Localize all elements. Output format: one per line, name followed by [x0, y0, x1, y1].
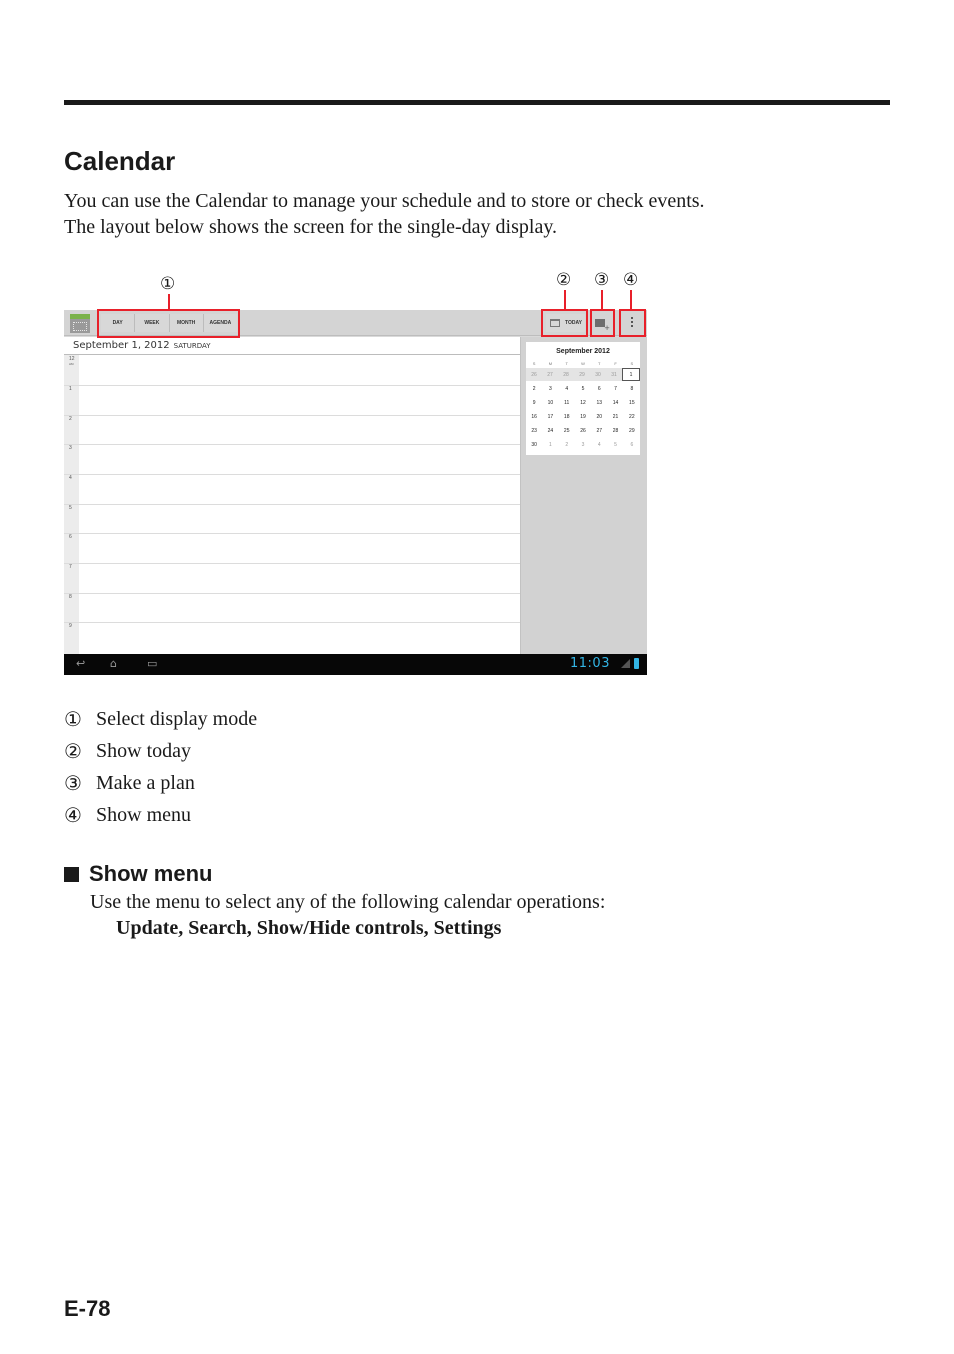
hour-label-12-text: 12: [69, 356, 75, 362]
calendar-day[interactable]: 5: [581, 385, 585, 392]
calendar-day[interactable]: 4: [597, 441, 601, 448]
legend-number: ④: [64, 803, 82, 827]
top-rule: [64, 100, 890, 105]
calendar-day[interactable]: 17: [547, 413, 554, 420]
hour-label-2: 2: [69, 416, 72, 422]
weekday-label: S: [532, 361, 536, 366]
legend-number: ②: [64, 739, 82, 763]
callout-1: ①: [160, 274, 176, 294]
hour-label-1: 1: [69, 386, 72, 392]
hour-label-6: 6: [69, 534, 72, 540]
hour-row[interactable]: [64, 385, 520, 386]
weekday-label: S: [630, 361, 634, 366]
weekday-label: F: [614, 361, 617, 366]
intro-paragraph: [64, 188, 705, 240]
calendar-day[interactable]: 9: [532, 399, 536, 406]
calendar-day[interactable]: 7: [614, 385, 617, 392]
calendar-day[interactable]: 26: [580, 427, 586, 434]
calendar-app-icon: [70, 314, 90, 333]
page-number: E-78: [64, 1296, 111, 1321]
today-label: TODAY: [565, 320, 582, 326]
highlight-display-mode: [97, 309, 240, 338]
status-clock: 11:03: [570, 656, 610, 671]
mini-calendar-weekdays: [526, 361, 640, 366]
hour-row[interactable]: [64, 444, 520, 445]
show-menu-description: Use the menu to select any of the following calendar operations:: [90, 891, 606, 913]
calendar-day[interactable]: 6: [597, 385, 601, 392]
intro-line-2: The layout below shows the screen for the single-day display.: [64, 216, 558, 238]
calendar-day[interactable]: 5: [614, 441, 617, 448]
calendar-day[interactable]: 23: [531, 427, 537, 434]
calendar-day[interactable]: 27: [547, 371, 553, 378]
calendar-day[interactable]: 1: [549, 441, 552, 448]
callout-4-leader: [630, 290, 632, 309]
calendar-day[interactable]: 14: [612, 399, 619, 406]
callout-4: ④: [623, 270, 639, 290]
legend-item: [64, 708, 257, 730]
calendar-day[interactable]: 28: [612, 427, 619, 434]
weekday-label: T: [565, 361, 568, 366]
calendar-day[interactable]: 4: [565, 385, 569, 392]
calendar-day[interactable]: 3: [549, 385, 552, 392]
calendar-day[interactable]: 13: [596, 399, 603, 406]
date-title: [73, 340, 211, 351]
calendar-day[interactable]: 20: [596, 413, 603, 420]
calendar-day[interactable]: 10: [547, 399, 554, 406]
calendar-day[interactable]: 29: [629, 427, 635, 434]
callout-1-leader: [168, 294, 170, 309]
show-menu-heading: [64, 861, 212, 887]
hour-row[interactable]: [64, 504, 520, 505]
hour-row[interactable]: [64, 533, 520, 534]
calendar-day[interactable]: 8: [630, 385, 634, 392]
calendar-day[interactable]: 29: [579, 371, 585, 378]
highlight-today: [541, 309, 588, 337]
calendar-day[interactable]: 6: [630, 441, 634, 448]
hour-row[interactable]: [64, 563, 520, 564]
highlight-new-event: [590, 309, 615, 337]
mode-agenda[interactable]: AGENDA: [204, 314, 237, 332]
mini-calendar-week: [526, 438, 640, 451]
hour-label-12-sub: AM: [69, 362, 74, 366]
calendar-day[interactable]: 26: [531, 371, 537, 378]
date-rule: [64, 354, 520, 355]
calendar-day[interactable]: 19: [580, 413, 586, 420]
mini-calendar-title: September 2012: [556, 348, 610, 355]
legend-item: [64, 772, 195, 794]
hour-label-4: 4: [69, 475, 72, 481]
home-icon[interactable]: ⌂: [110, 657, 117, 670]
battery-icon: [634, 658, 639, 669]
callout-2: ②: [556, 270, 572, 290]
hour-row[interactable]: [64, 415, 520, 416]
calendar-day[interactable]: 27: [596, 427, 603, 434]
mini-calendar-week: [526, 410, 640, 423]
calendar-day[interactable]: 18: [563, 413, 570, 420]
mode-month[interactable]: MONTH: [170, 314, 204, 332]
calendar-day[interactable]: 31: [611, 371, 617, 378]
hour-row[interactable]: [64, 474, 520, 475]
weekday-label: M: [548, 361, 553, 366]
calendar-day-selected[interactable]: 1: [622, 368, 640, 381]
hour-label-9: 9: [69, 623, 72, 629]
system-nav-bar: [64, 654, 647, 675]
calendar-day[interactable]: 11: [564, 399, 570, 406]
calendar-day[interactable]: 22: [629, 413, 635, 420]
calendar-screenshot: [64, 310, 647, 675]
legend-text: Select display mode: [96, 708, 258, 730]
back-icon[interactable]: ↩: [76, 657, 86, 670]
calendar-day[interactable]: 12: [580, 399, 586, 406]
hour-row[interactable]: [64, 622, 520, 623]
legend-text: Make a plan: [96, 772, 195, 794]
legend-item: [64, 804, 191, 826]
calendar-day[interactable]: 30: [595, 371, 601, 378]
hour-label-5: 5: [69, 505, 72, 511]
signal-icon: [621, 659, 630, 668]
recent-apps-icon[interactable]: ▭: [147, 657, 158, 670]
hour-row[interactable]: [64, 593, 520, 594]
calendar-day[interactable]: 25: [563, 427, 570, 434]
calendar-day[interactable]: 16: [531, 413, 537, 420]
legend-text: Show today: [96, 740, 191, 762]
hour-label-3: 3: [69, 445, 72, 451]
legend-number: ③: [64, 771, 82, 795]
legend-text: Show menu: [96, 804, 191, 826]
show-menu-operations: Update, Search, Show/Hide controls, Settings: [116, 917, 502, 939]
calendar-day[interactable]: 24: [547, 427, 554, 434]
mini-calendar-week: [526, 368, 640, 381]
mini-calendar: [526, 342, 640, 455]
mini-calendar-week: [526, 382, 640, 395]
calendar-day[interactable]: 3: [581, 441, 585, 448]
legend-item: [64, 740, 191, 762]
calendar-day[interactable]: 2: [532, 385, 536, 392]
mini-calendar-week: [526, 424, 640, 437]
calendar-day[interactable]: 21: [612, 413, 619, 420]
highlight-menu: [619, 309, 646, 337]
legend-number: ①: [64, 707, 82, 731]
mode-week[interactable]: WEEK: [135, 314, 169, 332]
show-menu-heading-text: Show menu: [89, 861, 213, 886]
date-title-date: September 1, 2012: [73, 340, 170, 351]
side-pane: [521, 337, 647, 654]
calendar-day[interactable]: 2: [565, 441, 569, 448]
square-bullet-icon: [64, 867, 79, 882]
hour-label-7: 7: [69, 564, 72, 570]
calendar-day[interactable]: 30: [531, 441, 537, 448]
hour-label-12: [69, 357, 75, 367]
callout-3: ③: [594, 270, 610, 290]
weekday-label: T: [598, 361, 601, 366]
day-view: [64, 337, 520, 654]
date-title-weekday: SATURDAY: [173, 342, 211, 350]
mini-calendar-week: [526, 396, 640, 409]
hour-label-8: 8: [69, 594, 72, 600]
weekday-label: W: [581, 361, 585, 366]
mode-day[interactable]: DAY: [101, 314, 135, 332]
page-title: Calendar: [64, 146, 176, 176]
intro-line-1: You can use the Calendar to manage your schedule and to store or check events.: [64, 190, 705, 212]
callout-2-leader: [564, 290, 566, 309]
calendar-day[interactable]: 28: [563, 371, 569, 378]
callout-3-leader: [601, 290, 603, 309]
calendar-day[interactable]: 15: [629, 399, 635, 406]
